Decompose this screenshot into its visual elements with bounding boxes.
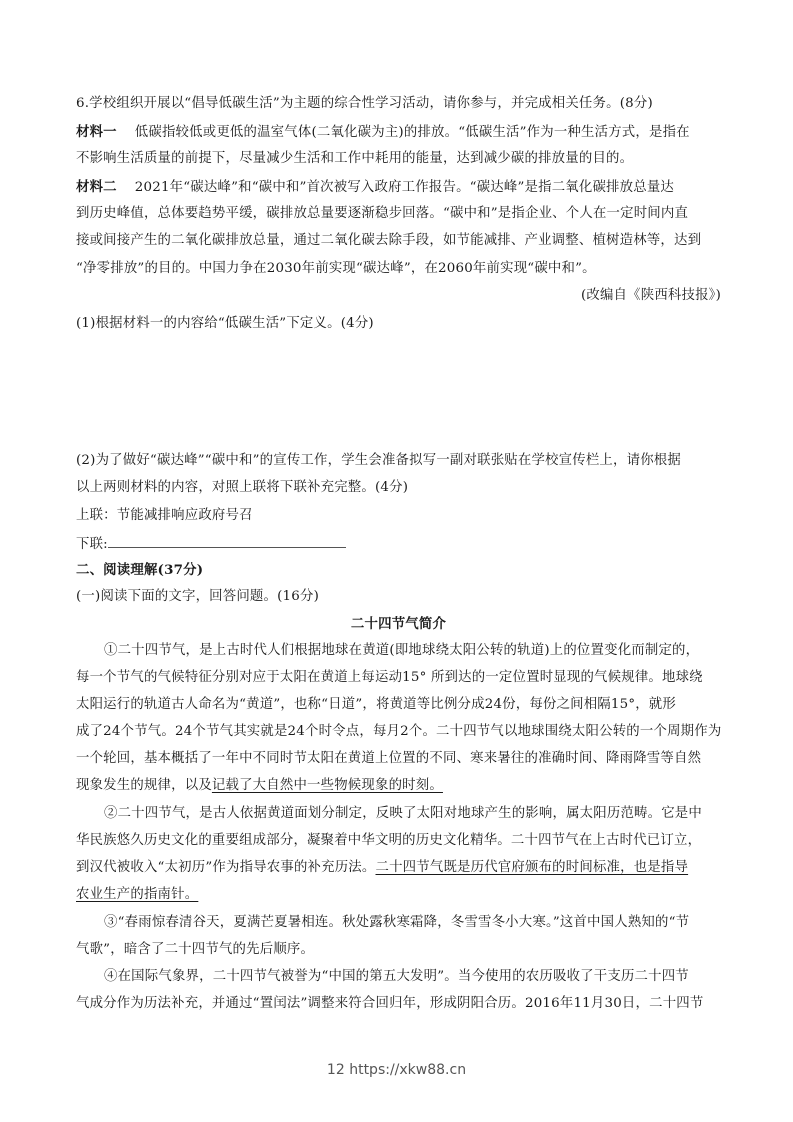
paragraph-1-line-4: 成了24个节气。24个节气其实就是24个时令点，每月2个。二十四节气以地球围绕太阳公转的一个周期作为 <box>76 724 722 739</box>
section-2-heading: 二、阅读理解(37分) <box>76 562 204 578</box>
lower-couplet-line <box>76 535 721 553</box>
sub-question-2-line-1: (2)为了做好“碳达峰”“碳中和”的宣传工作，学生会准备拟写一副对联张贴在学校宣传栏上，请你根据 <box>76 453 681 468</box>
reading-part-1-instruction: (一)阅读下面的文字，回答问题。(16分) <box>76 589 319 604</box>
article-title: 二十四节气简介 <box>350 616 447 632</box>
paragraph-2-line-1: ②二十四节气，是古人依据黄道面划分制定，反映了太阳对地球产生的影响，属太阳历范畴。它是中 <box>104 806 702 821</box>
paragraph-3-line-1: ③“春雨惊春清谷天，夏满芒夏暑相连。秋处露秋寒霜降，冬雪雪冬小大寒。”这首中国人熟知的“节 <box>104 915 690 930</box>
lower-couplet-label: 下联: <box>76 537 108 552</box>
underlined-sentence-2-cont: 农业生产的指南针。 <box>76 887 199 902</box>
paragraph-1-line-3: 太阳运行的轨道古人命名为“黄道”，也称“日道”，将黄道等比例分成24份，每份之间相隔15°，就形 <box>76 697 676 712</box>
footer-url[interactable]: https://xkw88.cn <box>349 1062 467 1078</box>
sub-question-2-line-2: 以上两则材料的内容，对照上联将下联补充完整。(4分) <box>76 480 409 495</box>
page-number: 12 <box>326 1062 345 1078</box>
material-2-text: 2021年“碳达峰”和“碳中和”首次被写入政府工作报告。“碳达峰”是指二氧化碳排放总量达 <box>134 180 675 195</box>
answer-blank[interactable] <box>108 535 346 548</box>
paragraph-2-line-2: 华民族悠久历史文化的重要组成部分，凝聚着中华文明的历史文化精华。二十四节气在上古时代已订立， <box>76 833 702 848</box>
paragraph-2-text: 到汉代被收入“太初历”作为指导农事的补充历法。 <box>76 860 376 875</box>
material-1-text: 低碳指较低或更低的温室气体(二氧化碳为主)的排放。“低碳生活”作为一种生活方式，是指在 <box>134 125 690 140</box>
paragraph-2-line-3 <box>76 860 721 876</box>
material-2-source: (改编自《陕西科技报》) <box>580 288 721 303</box>
sub-question-1: (1)根据材料一的内容给“低碳生活”下定义。(4分) <box>76 316 374 331</box>
paragraph-1-line-2: 每一个节气的气候特征分别对应于太阳在黄道上每运动15° 所到达的一定位置时显现的气候规律。地球绕 <box>76 670 703 685</box>
underlined-sentence-1: 记载了大自然中一些物候现象的时刻。 <box>211 778 443 793</box>
material-2-line-2: 到历史峰值，总体要趋势平缓，碳排放总量要逐渐稳步回落。“碳中和”是指企业、个人在一定时间内直 <box>76 206 689 221</box>
material-1-line-2: 不影响生活质量的前提下，尽量减少生活和工作中耗用的能量，达到减少碳的排放量的目的。 <box>76 151 634 166</box>
paragraph-2-line-4 <box>76 887 721 903</box>
paragraph-1-line-1: ①二十四节气，是上古时代人们根据地球在黄道(即地球绕太阳公转的轨道)上的位置变化而制定的， <box>104 643 700 658</box>
material-2-line-3: 接或间接产生的二氧化碳排放总量，通过二氧化碳去除手段，如节能减排、产业调整、植树造林等，达到 <box>76 233 702 248</box>
paragraph-1-line-5: 一个轮回，基本概括了一年中不同时节太阳在黄道上位置的不同、寒来暑往的准确时间、降雨降雪等自然 <box>76 751 702 766</box>
question-6-stem: 6.学校组织开展以“倡导低碳生活”为主题的综合性学习活动，请你参与，并完成相关任务。(8分) <box>76 96 653 111</box>
paragraph-4-line-1: ④在国际气象界，二十四节气被誉为“中国的第五大发明”。当今使用的农历吸收了干支历二十四节 <box>104 969 689 984</box>
paragraph-4-line-2: 气成分作为历法补充，并通过“置闰法”调整来符合回归年，形成阴阳合历。2016年11月30日，二十四节 <box>76 996 704 1011</box>
material-1-line-1 <box>76 124 721 141</box>
paragraph-3-line-2: 气歌”，暗含了二十四节气的先后顺序。 <box>76 942 315 957</box>
paragraph-1-text: 现象发生的规律，以及 <box>76 778 212 793</box>
page-footer <box>0 1062 793 1078</box>
material-2-line-4: “净零排放”的目的。中国力争在2030年前实现“碳达峰”，在2060年前实现“碳中和”。 <box>76 261 596 276</box>
upper-couplet: 上联：节能减排响应政府号召 <box>76 508 253 523</box>
paragraph-1-line-6 <box>76 778 721 794</box>
material-1-label: 材料一 <box>76 124 117 140</box>
material-2-line-1 <box>76 179 721 196</box>
underlined-sentence-2: 二十四节气既是历代官府颁布的时间标准，也是指导 <box>375 860 689 875</box>
material-2-label: 材料二 <box>76 179 117 195</box>
